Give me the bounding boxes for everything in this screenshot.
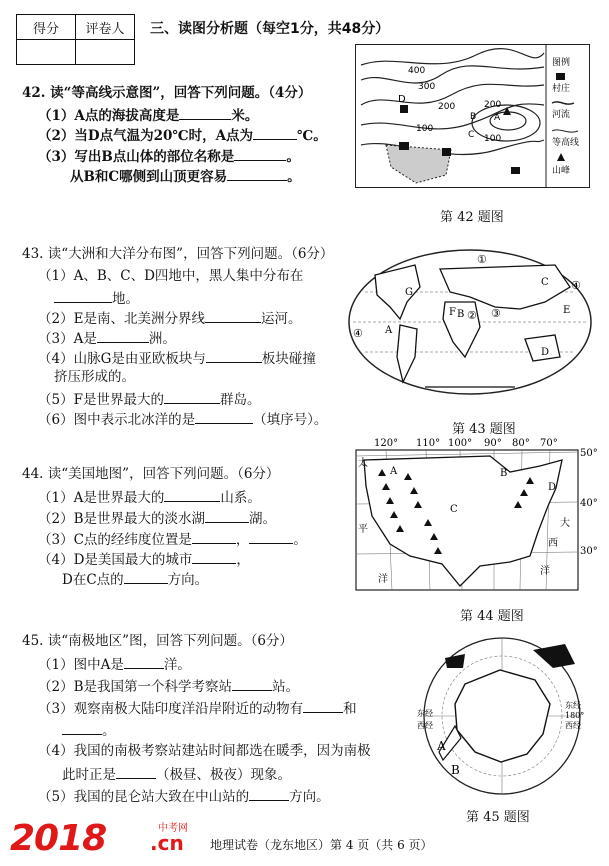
label-4b: ④: [571, 279, 581, 292]
antarctica-map-svg: [415, 634, 590, 799]
label-c: C: [541, 277, 549, 288]
page-footer: 地理试卷（龙东地区）第 4 页（共 6 页）: [210, 838, 433, 852]
label-d: D: [548, 482, 557, 493]
label-a: A: [437, 739, 446, 753]
label-da: 大: [560, 518, 570, 529]
grader-cell: [76, 40, 135, 65]
q45-line4: （4）我国的南极考察站建站时间都选在暖季，因为南极: [38, 743, 371, 759]
q45-title: 45. 读“南极地区”图，回答下列问题。（6分）: [22, 633, 293, 649]
contour-map-svg: [356, 45, 589, 187]
label-3: ③: [491, 307, 501, 320]
q43-line6: （6）图中表示北冰洋的是 （填序号）。: [38, 409, 327, 429]
lon-110: 110°: [416, 438, 441, 449]
world-map-svg: [345, 247, 595, 397]
village-icon: [556, 73, 565, 80]
label-f: F: [449, 307, 456, 318]
label-b: B: [457, 309, 465, 320]
q43-line4: （4）山脉G是由亚欧板块与 板块碰撞: [38, 348, 316, 368]
q44-caption: 第 44 题图: [460, 609, 524, 624]
q45-line4b: 此时正是 （极昼、极夜）现象。: [62, 764, 291, 784]
usa-map: [350, 436, 600, 598]
contour-icon: [552, 130, 578, 132]
label-1: ①: [477, 253, 487, 266]
legend-village: 村庄: [552, 84, 571, 94]
lon-180: 180°: [565, 711, 585, 720]
label-b: B: [451, 763, 460, 777]
label-ping: 平: [358, 524, 368, 535]
contour-200b: 200: [484, 100, 502, 110]
label-yang2: 洋: [540, 566, 550, 577]
q44-line1: （1）A是世界最大的 山系。: [38, 487, 261, 507]
q42-caption: 第 42 题图: [440, 210, 504, 225]
label-xi: 西: [548, 538, 558, 549]
q42-line1: （1）A点的海拔高度是 米。: [38, 105, 258, 125]
lon-70: 70°: [540, 438, 558, 449]
site-logo-zk: 中考网: [158, 823, 188, 834]
antarctica-map: [415, 634, 590, 799]
label-tai: 太: [358, 458, 368, 469]
label-g: G: [405, 287, 413, 298]
legend-peak: 山峰: [552, 166, 571, 176]
q45-line1: （1）图中A是 洋。: [38, 654, 191, 674]
legend-contour: 等高线: [552, 138, 580, 148]
q42-line3: （3）写出B点山体的部位名称是 。: [38, 146, 300, 166]
label-a: A: [385, 325, 393, 336]
point-d: D: [398, 94, 406, 105]
score-cell: [17, 40, 76, 65]
contour-400: 400: [408, 66, 426, 76]
usa-map-svg: [350, 436, 600, 598]
q44-line2: （2）B是世界最大的淡水湖 湖。: [38, 508, 276, 528]
lat-50: 50°: [580, 448, 598, 459]
label-yang1: 洋: [378, 574, 388, 585]
grader-label: 评卷人: [76, 15, 135, 40]
legend-peak-icon: [557, 153, 565, 161]
q44-line4c: D在C点的 方向。: [62, 569, 208, 589]
point-c: C: [468, 130, 475, 140]
q44-title: 44. 读“美国地图”，回答下列问题。（6分）: [22, 466, 280, 482]
lon-right-west: 西经: [565, 721, 581, 730]
legend-title: 图例: [552, 58, 571, 68]
lon-left-west: 西经: [417, 721, 433, 730]
lat-40: 40°: [580, 498, 598, 509]
q45-caption: 第 45 题图: [466, 810, 530, 825]
lon-90: 90°: [484, 438, 502, 449]
q42-line4: 从B和C哪侧到山顶更容易 。: [70, 166, 301, 186]
q43-title: 43. 读“大洲和大洋分布图”，回答下列问题。（6分）: [22, 246, 334, 262]
q44-line3: （3）C点的经纬度位置是 ， 。: [38, 529, 307, 549]
legend-river: 河流: [552, 110, 571, 120]
label-c: C: [450, 504, 458, 515]
q43-line1c: 地。: [54, 288, 139, 308]
label-d: D: [541, 347, 550, 358]
label-b: B: [500, 468, 508, 479]
q43-line3: （3）A是 洲。: [38, 328, 176, 348]
lon-left-east: 东经: [417, 709, 433, 718]
contour-100b: 100: [484, 134, 502, 144]
contour-map: [355, 44, 590, 188]
lon-right-east: 东经: [565, 701, 581, 710]
label-4a: ④: [353, 327, 363, 340]
q43-line2: （2）E是南、北美洲分界线 运河。: [38, 308, 301, 328]
q45-line3: （3）观察南极大陆印度洋沿岸附近的动物有 和: [38, 698, 357, 718]
q43-caption: 第 43 题图: [452, 422, 516, 437]
q43-line1: （1）A、B、C、D四地中，黑人集中分布在: [38, 268, 304, 284]
q44-line4: （4）D是美国最大的城市 ，: [38, 549, 250, 569]
label-2: ②: [467, 309, 477, 322]
q45-line2: （2）B是我国第一个科学考察站 站。: [38, 676, 299, 696]
point-a: A: [494, 113, 501, 123]
section-title: 三、读图分析题（每空1分，共48分）: [150, 21, 390, 37]
contour-200a: 200: [438, 102, 456, 112]
score-table: [16, 14, 135, 65]
contour-300: 300: [418, 82, 436, 92]
label-a: A: [390, 466, 398, 477]
label-e: E: [563, 305, 571, 316]
river-icon: [552, 102, 574, 104]
q42-title: 42. 读“等高线示意图”，回答下列问题。（4分）: [22, 85, 312, 101]
lon-100: 100°: [448, 438, 473, 449]
contour-100a: 100: [416, 124, 434, 134]
q45-line3c: 。: [62, 720, 116, 740]
lon-80: 80°: [512, 438, 530, 449]
score-label: 得分: [17, 15, 76, 40]
q42-line2: （2）当D点气温为20℃时，A点为 ℃。: [38, 125, 327, 145]
site-logo-cn: .cn: [150, 831, 184, 855]
q45-line5: （5）我国的昆仑站大致在中山站的 方向。: [38, 786, 330, 806]
point-b: B: [470, 112, 477, 122]
site-logo: 2018: [10, 818, 107, 859]
q43-line5: （5）F是世界最大的 群岛。: [38, 389, 260, 409]
world-map: [345, 247, 595, 397]
lon-120: 120°: [374, 438, 399, 449]
q43-line4c: 挤压形成的。: [54, 369, 135, 385]
lat-30: 30°: [580, 546, 598, 557]
